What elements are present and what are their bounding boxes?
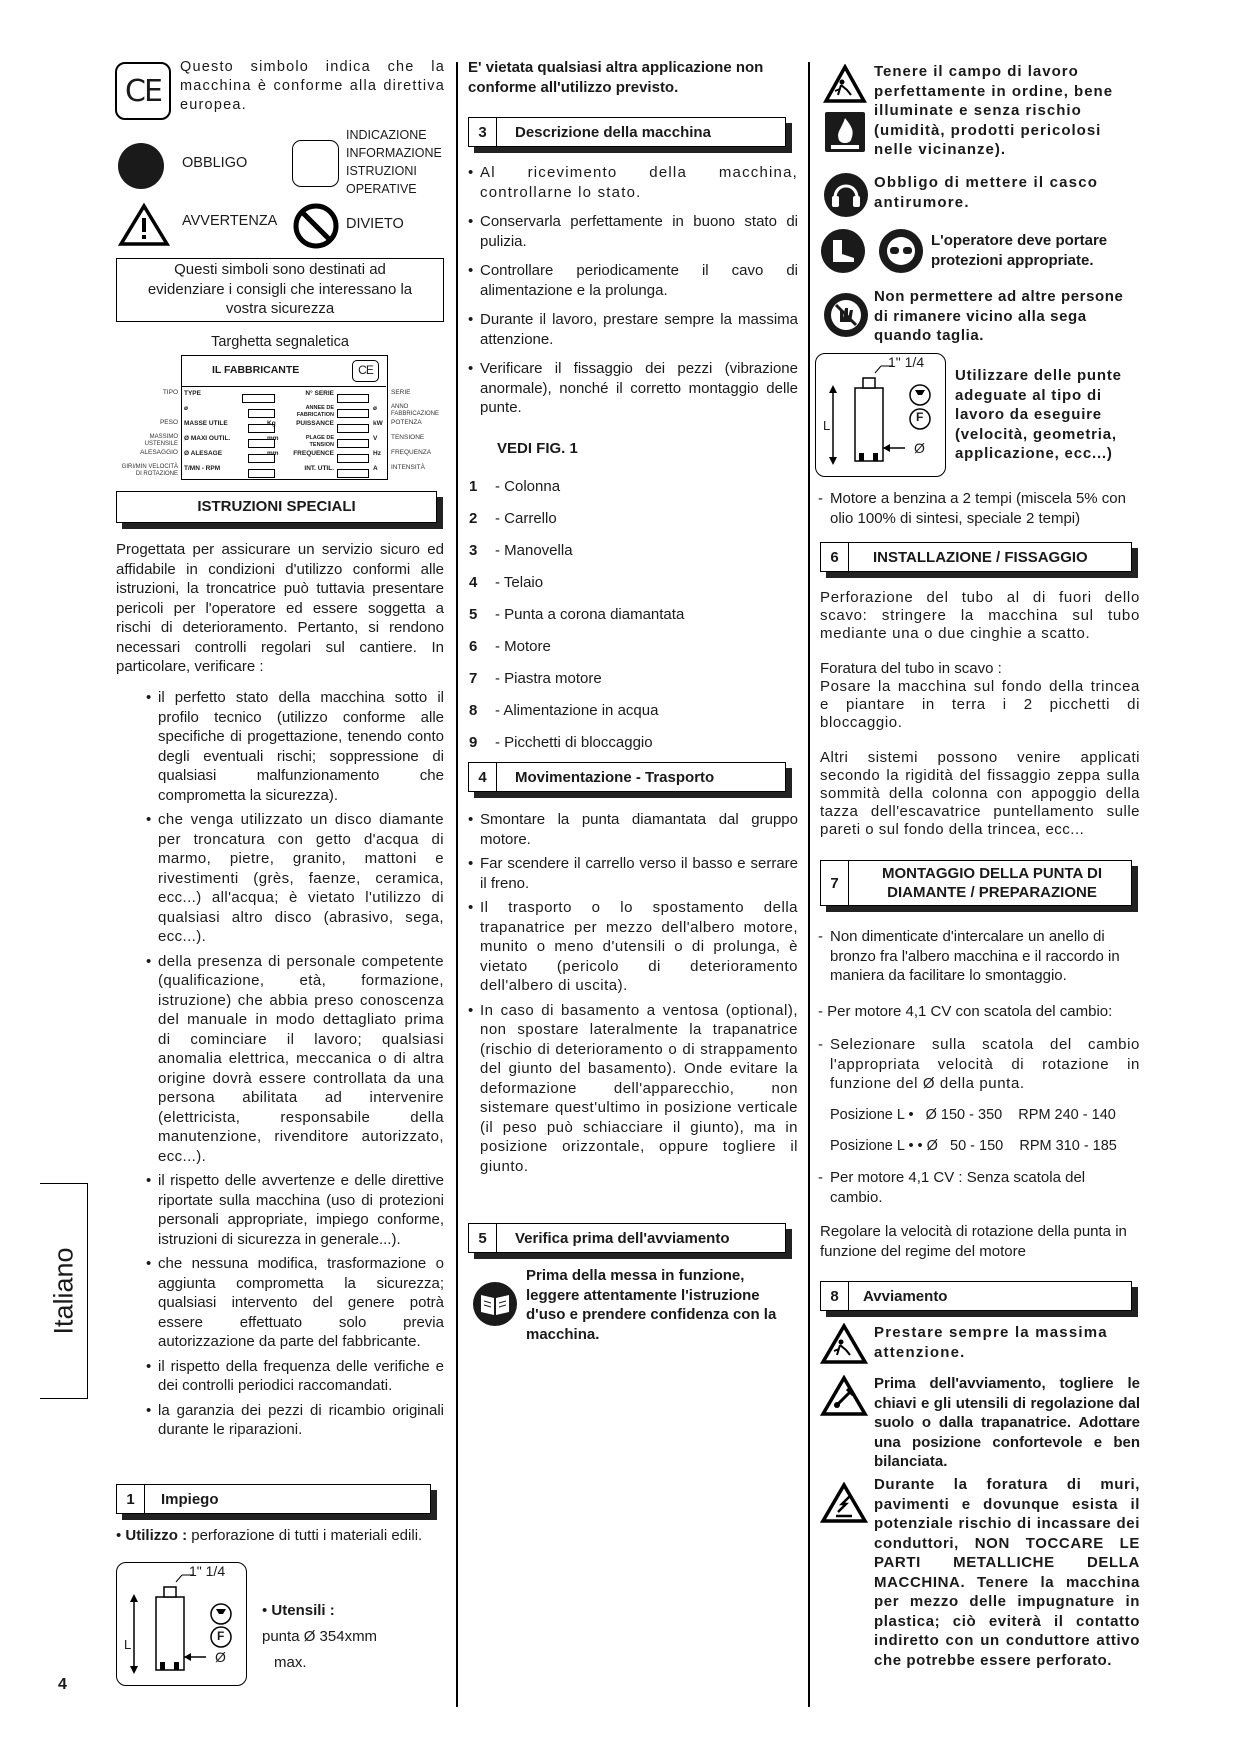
list-item: 4 - Telaio (469, 574, 544, 591)
tool-drawing-right (815, 353, 946, 477)
plate-cell: ø (373, 405, 377, 412)
section-title: MONTAGGIO DELLA PUNTA DI DIAMANTE / PREPARAZIONE (882, 865, 1102, 901)
utilizzo-label: Utilizzo : (125, 1527, 188, 1544)
section-6-header (820, 542, 1132, 572)
list-item: • Smontare la punta diamantata dal gruppo motore. (468, 810, 798, 849)
section-number: 7 (821, 861, 849, 905)
section-5-text: Prima della messa in funzione, leggere attentamente l'istruzione d'uso e prendere confidenza con la macchina. (526, 1267, 777, 1343)
plate-ce-icon: CE (352, 360, 379, 382)
list-item: • il rispetto della frequenza delle verifiche e dei controlli periodici raccomandati. (146, 1357, 444, 1396)
tool-f-label-right: F (916, 410, 924, 424)
section-7-list (818, 927, 1140, 993)
data-plate (181, 355, 388, 480)
utilizzo-line: • Utilizzo : perforazione di tutti i materiali edili. (116, 1527, 423, 1544)
tool-thread-label: 1" 1/4 (189, 1563, 226, 1579)
section-6-p2b: Posare la macchina sul fondo della trincea e piantare in terra i 2 picchetti di bloccaggio. (820, 678, 1140, 731)
list-item: 9 - Picchetti di bloccaggio (469, 734, 653, 751)
section-7-motor-gearbox: - Per motore 4,1 CV con scatola del cambio: (818, 1003, 1113, 1020)
plate-cell: kW (373, 420, 383, 427)
plate-cell: MASSE UTILE (184, 420, 228, 427)
section-number: 6 (821, 543, 849, 571)
section-number: 8 (821, 1282, 849, 1310)
mid-intro: E' vietata qualsiasi altra applicazione non conforme all'utilizzo previsto. (468, 59, 764, 96)
work-area-warning-icon (823, 64, 867, 104)
plate-cell: mm (267, 435, 279, 442)
plate-cell: ø (184, 405, 188, 412)
section-8-header (820, 1281, 1132, 1311)
list-item: • che venga utilizzato un disco diamante per troncatura con getto d'acqua di marmo, pietre, granito, mattoni e rivestimenti (grès, faenze, ceramica, ecc...) all'acqua; è vietato l'utilizzo di qualsiasi altro disco (abrasivo, sega, ecc...). (146, 810, 444, 947)
section-3-list (468, 163, 798, 425)
plate-cell (267, 390, 283, 405)
special-instructions-title: ISTRUZIONI SPECIALI (197, 498, 356, 515)
section-number: 4 (469, 763, 497, 791)
tool-f-label: F (217, 1629, 225, 1643)
ear-protection-icon (823, 172, 869, 218)
section-title: Descrizione della macchina (515, 123, 711, 141)
electric-warning-icon (820, 1482, 868, 1524)
plate-cell: Ø MAXI OUTIL. (184, 435, 231, 442)
plate-cell: T/MN - RPM (184, 465, 221, 472)
section-title: Avviamento (863, 1287, 948, 1305)
section-4-list (468, 810, 798, 1183)
list-item: • In caso di basamento a ventosa (optional), non spostare lateralmente la trapanatrice (rischio di deterioramento o di strappamento del giunto del basamento). Onde evitare la deformazione dell'apparecchio, non sistemare quest'ultimo in posizione verticale (il peso può schiacciare il giunto), ma in posizione orizzontale, oppure togliere il giunto. (468, 1001, 798, 1177)
start-warning-tools: Prima dell'avviamento, togliere le chiavi e gli utensili di regolazione dal suolo o dalla trapanatrice. Adottare una posizione confortevole e ben bilanciata. (874, 1375, 1140, 1470)
page-number: 4 (58, 1676, 67, 1693)
divieto-icon (292, 202, 340, 250)
list-item: • della presenza di personale competente (qualificazione, età, formazione, istruzione) che abbia preso conoscenza del manuale in modo dettagliato prima di cominciare il lavoro; qualsiasi anomalia elettrica, meccanica o di altra origine dovrà essere controllata da una persona abilitata ad intervenire (elettricista, responsabile della manutenzione, rivenditore autorizzato, ecc...). (146, 952, 444, 1167)
ce-description: Questo simbolo indica che la macchina è conforme alla direttiva europea. (180, 59, 445, 113)
section-title: INSTALLAZIONE / FISSAGGIO (873, 548, 1088, 566)
special-list (146, 688, 444, 1447)
safety-goggles-icon (878, 228, 924, 274)
list-item: - Motore a benzina a 2 tempi (miscela 5% con olio 100% di sintesi, speciale 2 tempi) (818, 489, 1140, 528)
list-item: • Verificare il fissaggio dei pezzi (vibrazione anormale), nonché il corretto montaggio delle punte. (468, 359, 798, 418)
list-item: • Controllare periodicamente il cavo di alimentazione e la prolunga. (468, 261, 798, 300)
obbligo-icon (118, 143, 164, 189)
list-item: • il rispetto delle avvertenze e delle direttive riportate sulla macchina (uso di protezioni personali appropriate, impiego conforme, istruzioni di sicurezza in generale...). (146, 1171, 444, 1249)
section-7-regulate: Regolare la velocità di rotazione della punta in funzione del regime del motore (820, 1223, 1127, 1260)
tool-length-label: L (124, 1637, 132, 1652)
attention-warning-icon (820, 1323, 868, 1365)
section-1-header (116, 1484, 431, 1514)
avvertenza-label: AVVERTENZA (182, 213, 278, 229)
column-divider-right (808, 62, 810, 1707)
section-7-list-3 (818, 1168, 1140, 1214)
motor-note (818, 489, 1140, 535)
section-7-list-2 (818, 1035, 1140, 1101)
list-item: • Conservarla perfettamente in buono stato di pulizia. (468, 212, 798, 251)
plate-cell: mm (267, 450, 279, 457)
keep-away-icon (823, 292, 869, 338)
plate-cell: PUISSANCE (296, 420, 334, 427)
plate-right-labels: SERIE ANNO FABBRICAZIONE POTENZA TENSIONE FREQUENZA INTENSITÀ (391, 389, 440, 471)
special-intro: Progettata per assicurare un servizio sicuro ed affidabile in condizioni d'utilizzo conformi alle istruzioni, la troncatrice può tuttavia presentare pericoli per l'operatore ed essere soggetta a rischi di deterioramento. Pertanto, si rendono necessari controlli regolari sul cantiere. In particolare, verificare : (116, 541, 444, 675)
list-item: • il perfetto stato della macchina sotto il profilo tecnico (utilizzo conforme alle specifiche di progettazione, tenendo conto degli eventuali rischi; soppressione di qualsiasi malfunzionamento che comprometta la sicurezza). (146, 688, 444, 805)
list-item: • Al ricevimento della macchina, controllarne lo stato. (468, 163, 798, 202)
section-number: 3 (469, 118, 497, 146)
indicazione-label: INDICAZIONE INFORMAZIONE ISTRUZIONI OPERATIVE (346, 128, 442, 196)
plate-cell: FREQUENCE (293, 450, 334, 457)
list-item: • Far scendere il carrello verso il basso e serrare il freno. (468, 854, 798, 893)
warning-tool-choice: Utilizzare delle punte adeguate al tipo di lavoro da eseguire (velocità, geometria, applicazione, ecc...) (955, 367, 1122, 462)
plate-caption: Targhetta segnaletica (211, 334, 349, 350)
section-number: 1 (117, 1485, 145, 1513)
start-warning-electric: Durante la foratura di muri, pavimenti e dovunque esista il potenziale rischio di incassare dei conduttori, NON TOCCARE LE PARTI METALLICHE DELLA MACCHINA. Tenere la macchina per mezzo delle impugnature in plastica; ciò eviterà il contatto indiretto con un conduttore attivo che potrebbe essere perforato. (874, 1476, 1140, 1669)
language-tab (40, 1183, 88, 1399)
start-warning-attention: Prestare sempre la massima attenzione. (874, 1324, 1108, 1361)
plate-cell: PLAGE DE TENSION (305, 435, 334, 448)
book-icon (472, 1281, 518, 1327)
list-item: 3 - Manovella (469, 542, 573, 559)
vedi-fig: VEDI FIG. 1 (497, 440, 578, 457)
tool-thread-label-right: 1" 1/4 (888, 354, 925, 370)
list-item: 5 - Punta a corona diamantata (469, 606, 685, 623)
plate-cell: ANNEE DE FABRICATION (296, 405, 334, 418)
list-item: • Il trasporto o lo spostamento della trapanatrice per mezzo dell'albero motore, munito o meno d'utensili o di prolunga, è vietato (pericolo di deterioramento dell'albero di uscita). (468, 898, 798, 996)
flammable-warning-icon (823, 110, 867, 154)
utensili-text: punta Ø 354xmm (262, 1628, 378, 1645)
warning-keep-away: Non permettere ad altre persone di rimanere vicino alla sega quando taglia. (874, 288, 1124, 344)
plate-cell: Ø ALESAGE (184, 450, 223, 457)
plate-cell: TYPE (184, 390, 201, 397)
utilizzo-text: perforazione di tutti i materiali edili. (191, 1527, 423, 1544)
warning-protection: L'operatore deve portare protezioni appropriate. (931, 232, 1108, 269)
section-3-header (468, 117, 786, 147)
list-item: - Per motore 4,1 CV : Senza scatola del cambio. (818, 1168, 1140, 1207)
plate-maker: IL FABBRICANTE (212, 364, 300, 376)
plate-cell (373, 390, 387, 405)
avvertenza-icon (118, 203, 170, 247)
list-item: - Selezionare sulla scatola del cambio l'appropriata velocità di rotazione in funzione del Ø della punta. (818, 1035, 1140, 1094)
section-5-header (468, 1223, 786, 1253)
list-item: 8 - Alimentazione in acqua (469, 702, 659, 719)
plate-left-labels: TIPO PESO MASSIMO USTENSILE ALESAGGIO GIRI/MIN VELOCITÀ DI ROTAZIONE (121, 389, 178, 477)
special-instructions-header (116, 491, 437, 523)
plate-cell: INT. UTIL. (304, 465, 334, 472)
warning-work-area: Tenere il campo di lavoro perfettamente in ordine, bene illuminate e senza rischio (umidità, prodotti pericolosi nelle vicinanze). (874, 63, 1114, 158)
section-number: 5 (469, 1224, 497, 1252)
list-item: 7 - Piastra motore (469, 670, 602, 687)
list-item: • Durante il lavoro, prestare sempre la massima attenzione. (468, 310, 798, 349)
section-6-p2a: Foratura del tubo in scavo : (820, 660, 1002, 677)
column-divider-left (456, 62, 458, 1707)
tool-diameter-label-right: Ø (914, 440, 925, 456)
tools-removal-warning-icon (820, 1375, 868, 1417)
indicazione-icon (292, 140, 339, 187)
plate-cell: A (373, 465, 378, 472)
divieto-label: DIVIETO (346, 216, 404, 232)
list-item: 2 - Carrello (469, 510, 557, 527)
utensili-block: • Utensili : punta Ø 354xmm max. (262, 1598, 432, 1676)
safety-boots-icon (820, 228, 866, 274)
utensili-label: Utensili : (271, 1602, 335, 1619)
tool-diameter-label: Ø (215, 1649, 226, 1665)
plate-cell (267, 405, 283, 420)
plate-cell: Hz (373, 450, 381, 457)
plate-cell: Kg (267, 420, 276, 427)
obbligo-label: OBBLIGO (182, 155, 248, 171)
tool-drawing (116, 1562, 247, 1686)
parts-list (469, 478, 789, 766)
utensili-max: max. (274, 1654, 307, 1671)
list-item: • che nessuna modifica, trasformazione o aggiunta comprometta la sicurezza; qualsiasi intervento del genere potrà essere effettuato solo previa autorizzazione da parte del fabbricante. (146, 1254, 444, 1352)
list-item: • la garanzia dei pezzi di ricambio originali durante le riparazioni. (146, 1401, 444, 1440)
list-item: - Non dimenticate d'intercalare un anello di bronzo fra l'albero macchina e il raccordo in maniera da facilitare lo smontaggio. (818, 927, 1140, 986)
language-tab-label: Italiano (48, 1247, 78, 1335)
section-7-header (820, 860, 1132, 906)
section-title: Verifica prima dell'avviamento (515, 1229, 730, 1247)
list-item: 6 - Motore (469, 638, 551, 655)
section-6-p1: Perforazione del tubo al di fuori dello scavo: stringere la macchina sul tubo mediante una o due cinghie a scatto. (820, 589, 1140, 642)
plate-cell: V (373, 435, 378, 442)
plate-cell (267, 465, 283, 480)
symbols-note: Questi simboli sono destinati ad evidenziare i consigli che interessano la vostra sicurezza (116, 258, 444, 322)
section-title: Impiego (161, 1490, 219, 1508)
ce-mark-icon: CE (115, 62, 171, 120)
section-title: Movimentazione - Trasporto (515, 768, 715, 786)
speed-position-2: Posizione L • • Ø 50 - 150 RPM 310 - 185 (830, 1138, 1117, 1154)
section-4-header (468, 762, 786, 792)
tool-length-label-right: L (823, 418, 831, 433)
section-6-p3: Altri sistemi possono venire applicati secondo la rigidità del fissaggio zeppa sulla sommità della colonna con appoggio della tazza dell'escavatrice puntellamento sulle pareti o sul fondo della trincea, ecc... (820, 749, 1140, 838)
list-item: 1 - Colonna (469, 478, 561, 495)
speed-position-1: Posizione L • Ø 150 - 350 RPM 240 - 140 (830, 1107, 1116, 1123)
plate-cell: N° SERIE (305, 390, 334, 397)
warning-ear-protection: Obbligo di mettere il casco antirumore. (874, 174, 1099, 211)
